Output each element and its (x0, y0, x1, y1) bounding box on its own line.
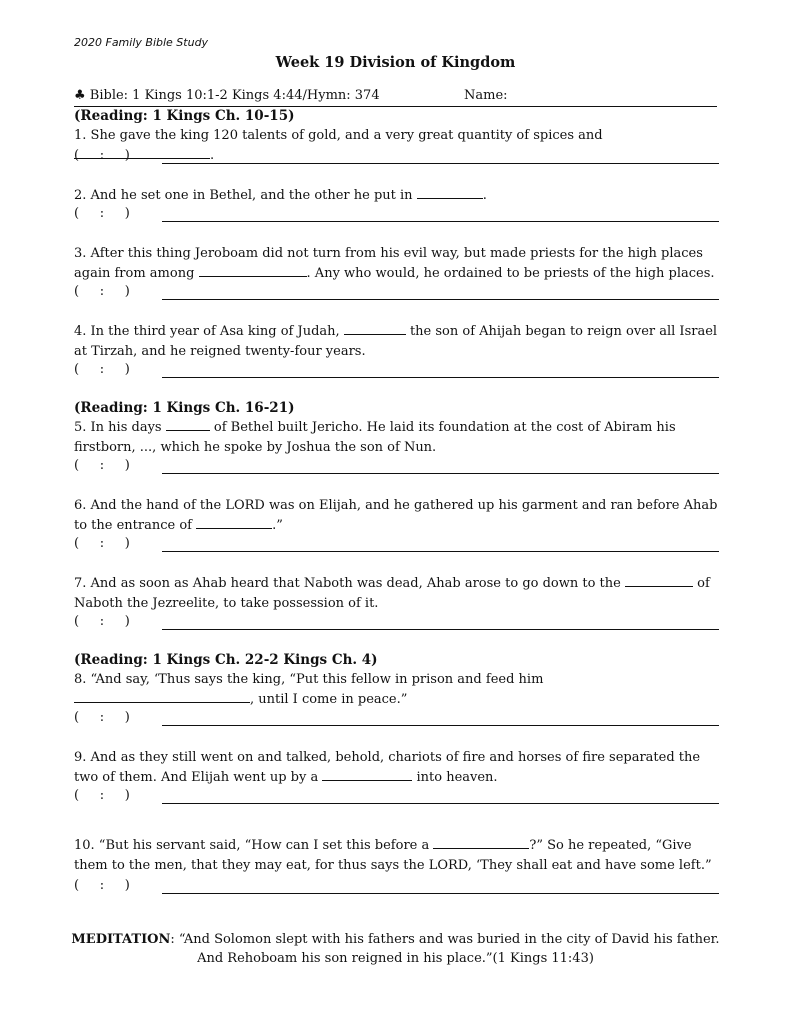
verse-ref-line[interactable]: ( : ) (74, 878, 719, 898)
meditation-verse (60, 930, 731, 968)
question-7: 7. And as soon as Ahab heard that Naboth was dead, Ahab arose to go down to the of Naboth the Jezreelite, to take possession of it. (74, 576, 710, 611)
page-title: Week 19 Division of Kingdom (275, 54, 516, 71)
question-1: 1. She gave the king 120 talents of gold, and a very great quantity of spices and . (74, 128, 603, 163)
verse-ref-line[interactable]: ( : ) (74, 710, 719, 730)
answer-blank[interactable] (199, 264, 307, 277)
study-label: 2020 Family Bible Study (74, 36, 209, 49)
question-6: 6. And the hand of the LORD was on Elijah, and he gathered up his garment and ran before Ahab to the entrance of .” (74, 498, 718, 533)
answer-blank[interactable] (344, 322, 406, 335)
question-3: 3. After this thing Jeroboam did not turn from his evil way, but made priests for the high places again from among . Any who would, he ordained to be priests of the high places. (74, 246, 715, 281)
answer-blank[interactable] (166, 418, 210, 431)
section-heading: (Reading: 1 Kings Ch. 10-15) (74, 108, 295, 124)
verse-ref-line[interactable]: ( : ) (74, 788, 719, 808)
question-9: 9. And as they still went on and talked, behold, chariots of fire and horses of fire separated the two of them. And Elijah went up by a into heaven. (74, 750, 701, 785)
section-heading: (Reading: 1 Kings Ch. 16-21) (74, 400, 295, 416)
verse-ref-line[interactable]: ( : ) (74, 206, 719, 226)
verse-ref-line[interactable]: ( : ) (74, 614, 719, 634)
section-heading: (Reading: 1 Kings Ch. 22-2 Kings Ch. 4) (74, 652, 378, 668)
answer-blank[interactable] (625, 574, 693, 587)
verse-ref-line[interactable]: ( : ) (74, 148, 719, 168)
name-label: Name: (464, 88, 508, 103)
meditation-label: MEDITATION (71, 932, 171, 947)
answer-blank[interactable] (417, 186, 483, 199)
question-2: 2. And he set one in Bethel, and the other he put in . (74, 188, 487, 203)
question-10: 10. “But his servant said, “How can I set this before a ?” So he repeated, “Give them to the men, that they may eat, for thus says the LORD, ‘They shall eat and have some left.” (74, 838, 712, 873)
meditation-text: : “And Solomon slept with his fathers and was buried in the city of David his father. And Rehoboam his son reigned in his place.”(1 Kings 11:43) (170, 932, 720, 966)
verse-ref-line[interactable]: ( : ) (74, 362, 719, 382)
question-4: 4. In the third year of Asa king of Judah, the son of Ahijah began to reign over all Israel at Tirzah, and he reigned twenty-four years. (74, 324, 718, 359)
verse-ref-line[interactable]: ( : ) (74, 458, 719, 478)
meta-line (74, 88, 717, 107)
verse-ref-line[interactable]: ( : ) (74, 284, 719, 304)
bible-reference: ♣ Bible: 1 Kings 10:1-2 Kings 4:44/Hymn: 374 (74, 88, 380, 103)
answer-blank[interactable] (196, 516, 272, 529)
answer-blank[interactable] (322, 768, 412, 781)
verse-ref-line[interactable]: ( : ) (74, 536, 719, 556)
answer-blank[interactable] (74, 690, 250, 703)
question-5: 5. In his days of Bethel built Jericho. He laid its foundation at the cost of Abiram his firstborn, ..., which he spoke by Joshua the son of Nun. (74, 420, 676, 455)
question-8: 8. “And say, ‘Thus says the king, “Put this fellow in prison and feed him , until I come in peace.” (74, 672, 544, 707)
answer-blank[interactable] (433, 836, 529, 849)
